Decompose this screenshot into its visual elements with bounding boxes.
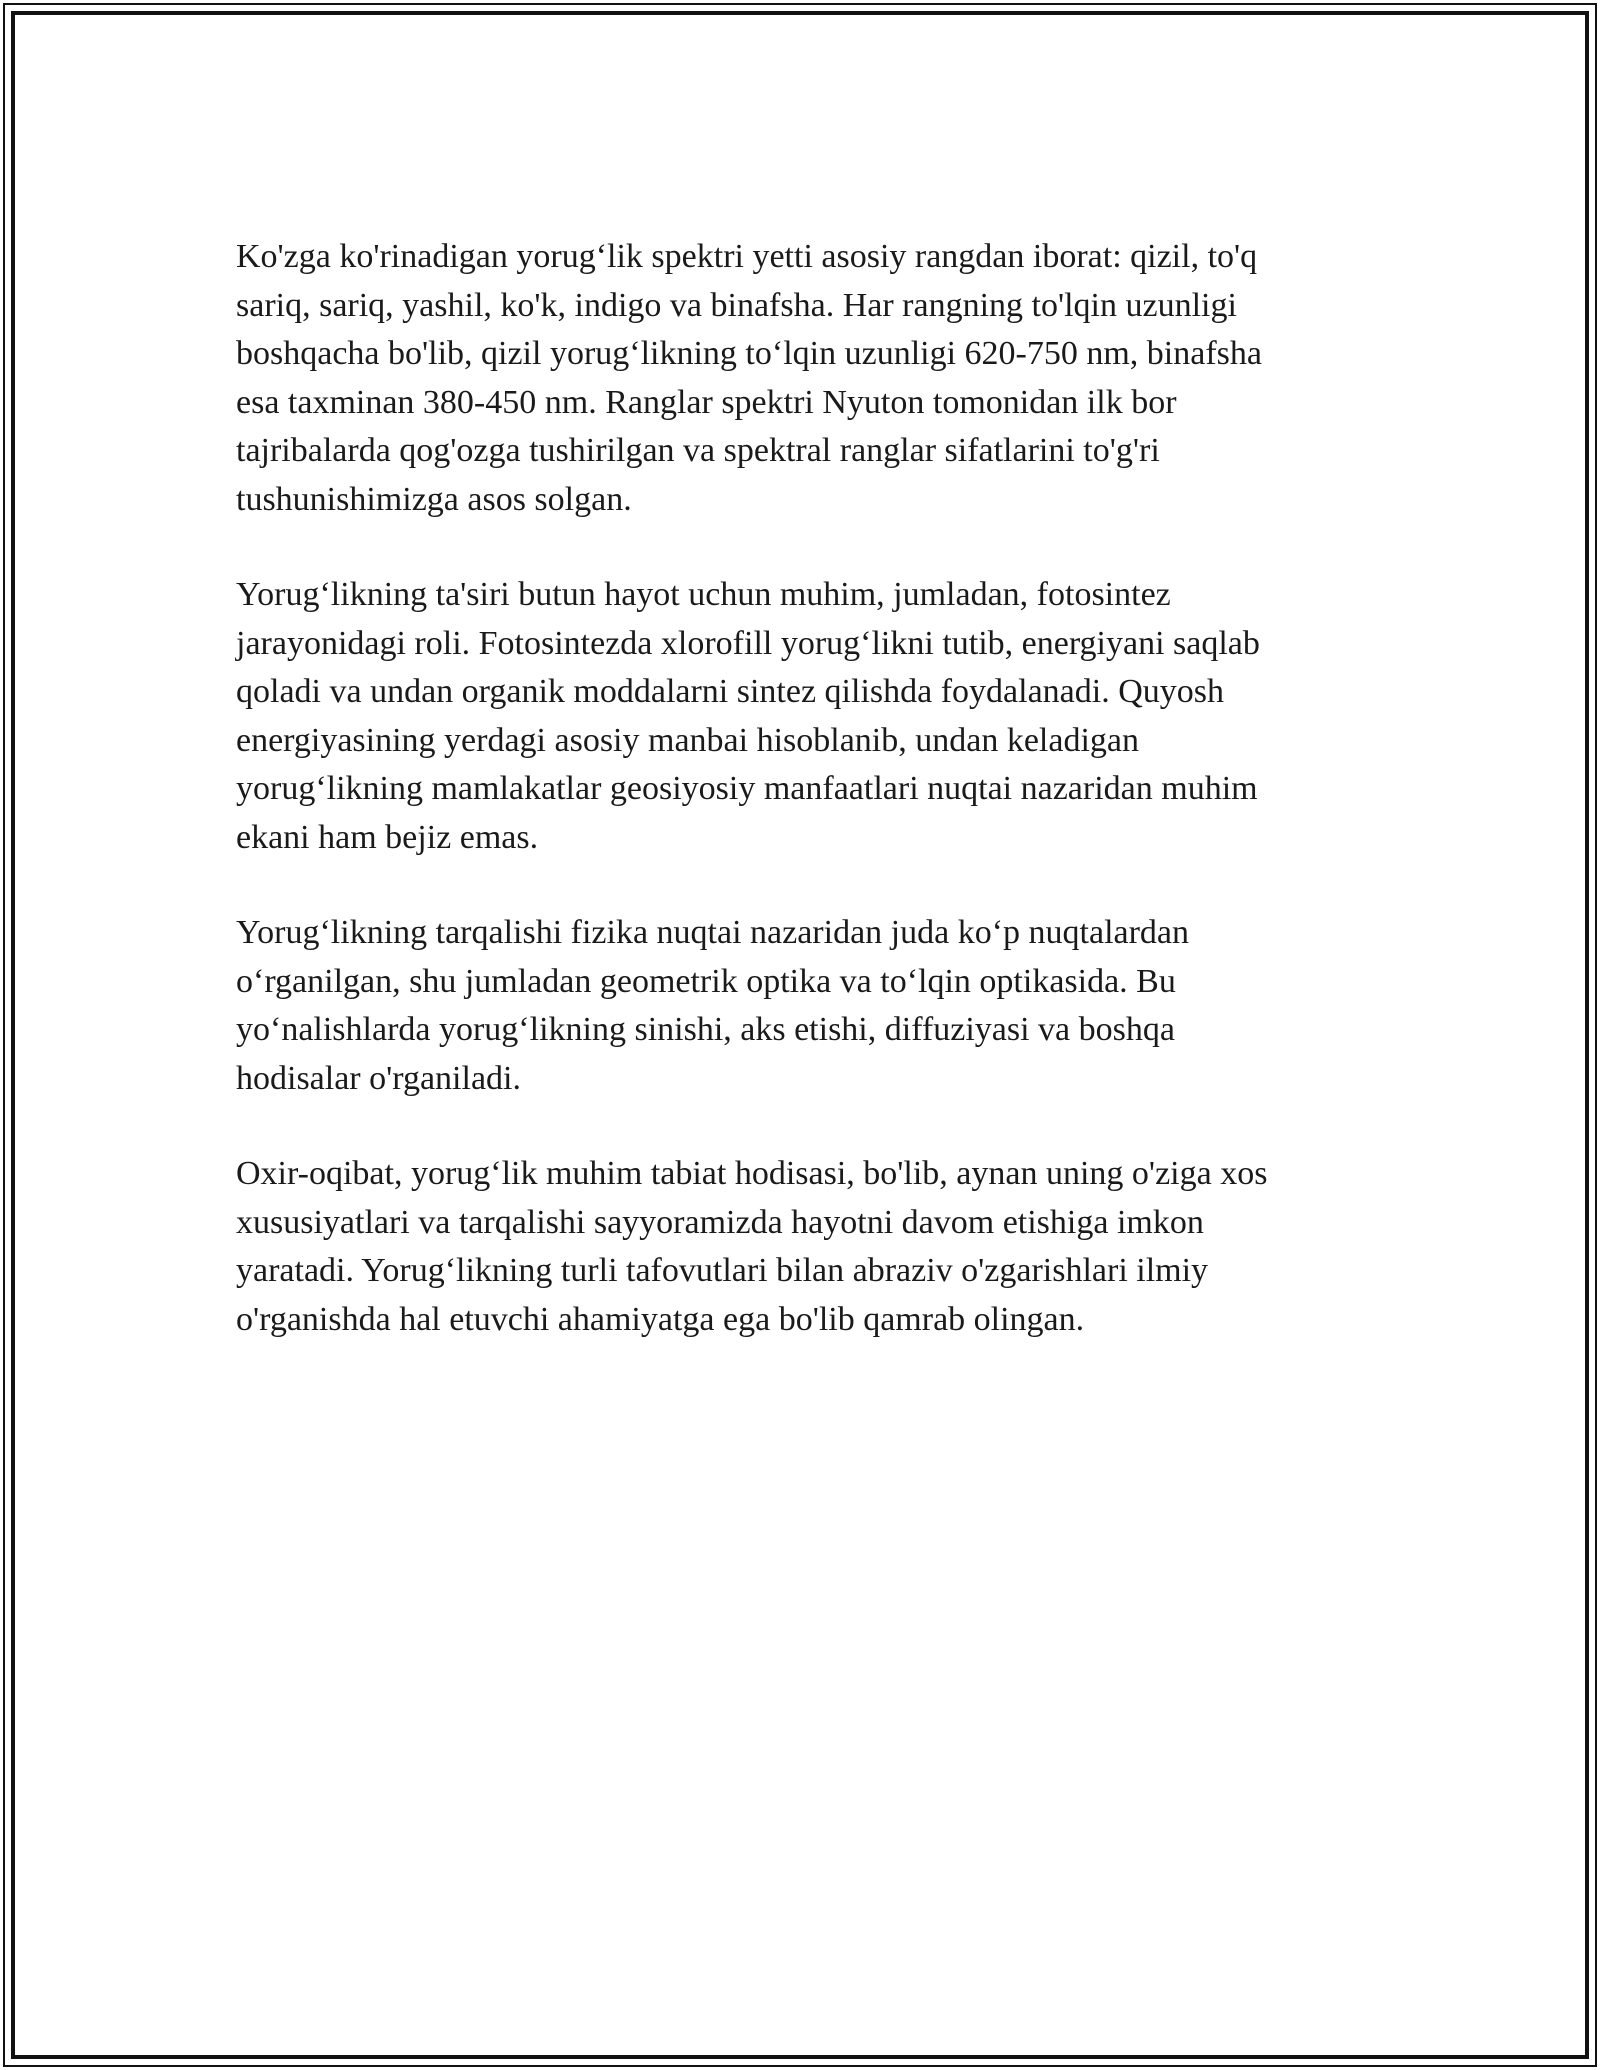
paragraph-photosynthesis <box>236 571 1364 862</box>
paragraph-spectrum <box>236 233 1364 524</box>
paragraph-line: sariq, sariq, yashil, ko'k, indigo va binafsha. Har rangning to'lqin uzunligi <box>236 286 1237 324</box>
paragraph-line: esa taxminan 380-450 nm. Ranglar spektri Nyuton tomonidan ilk bor <box>236 383 1177 421</box>
paragraph-line: jarayonidagi roli. Fotosintezda xlorofill yorug‘likni tutib, energiyani saqlab <box>236 624 1260 662</box>
paragraph-line: hodisalar o'rganiladi. <box>236 1059 521 1097</box>
paragraph-line: qoladi va undan organik moddalarni sintez qilishda foydalanadi. Quyosh <box>236 673 1224 710</box>
paragraph-propagation <box>236 909 1364 1103</box>
paragraph-line: yaratadi. Yorug‘likning turli tafovutlari bilan abraziv o'zgarishlari ilmiy <box>236 1252 1209 1289</box>
paragraph-line: Yorug‘likning ta'siri butun hayot uchun muhim, jumladan, fotosintez <box>236 576 1171 613</box>
paragraph-line: energiyasining yerdagi asosiy manbai hisoblanib, undan keladigan <box>236 721 1139 759</box>
paragraph-line: tajribalarda qog'ozga tushirilgan va spektral ranglar sifatlarini to'g'ri <box>236 432 1160 469</box>
paragraph-line: boshqacha bo'lib, qizil yorug‘likning to‘lqin uzunligi 620-750 nm, binafsha <box>236 335 1262 372</box>
paragraph-line: o'rganishda hal etuvchi ahamiyatga ega bo'lib qamrab olingan. <box>236 1300 1085 1338</box>
paragraph-line: ekani ham bejiz emas. <box>236 818 539 856</box>
paragraph-conclusion <box>236 1150 1364 1344</box>
paragraph-line: tushunishimizga asos solgan. <box>236 480 632 518</box>
paragraph-line: yo‘nalishlarda yorug‘likning sinishi, aks etishi, diffuziyasi va boshqa <box>236 1011 1175 1048</box>
paragraph-line: Yorug‘likning tarqalishi fizika nuqtai nazaridan juda ko‘p nuqtalardan <box>236 914 1190 951</box>
paragraph-line: Oxir-oqibat, yorug‘lik muhim tabiat hodisasi, bo'lib, aynan uning o'ziga xos <box>236 1155 1268 1192</box>
paragraph-line: yorug‘likning mamlakatlar geosiyosiy manfaatlari nuqtai nazaridan muhim <box>236 770 1258 807</box>
paragraph-line: Ko'zga ko'rinadigan yorug‘lik spektri yetti asosiy rangdan iborat: qizil, to'q <box>236 238 1258 275</box>
paragraph-line: o‘rganilgan, shu jumladan geometrik optika va to‘lqin optikasida. Bu <box>236 962 1176 1000</box>
document-body <box>236 233 1364 1391</box>
paragraph-line: xususiyatlari va tarqalishi sayyoramizda hayotni davom etishiga imkon <box>236 1203 1204 1241</box>
